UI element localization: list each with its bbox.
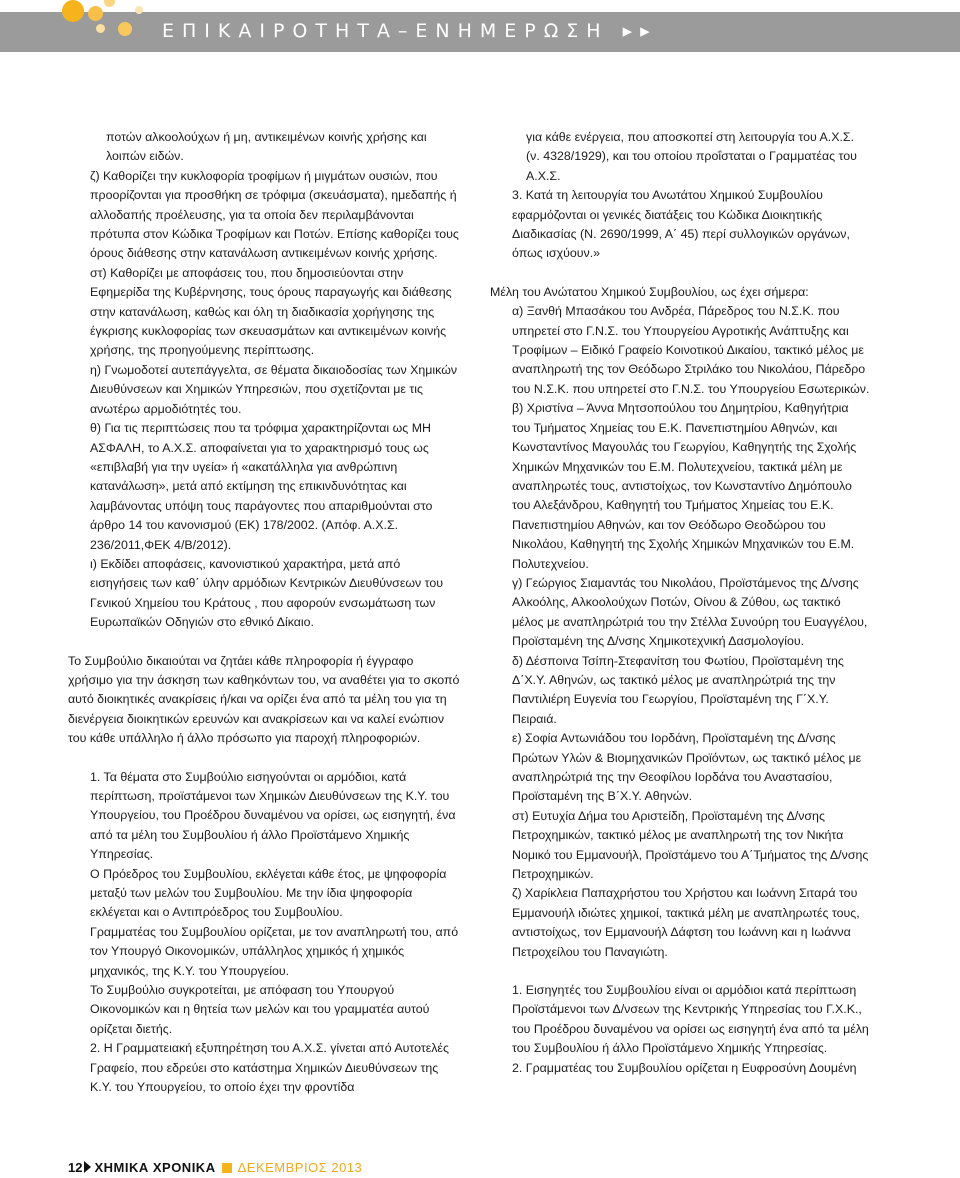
numbered-item: 2. Η Γραμματειακή εξυπηρέτηση του Α.Χ.Σ. γίνεται από Αυτοτελές Γραφείο, που εδρεύει στο κατάστημα Χημικών Διευθύνσεων της Κ.Υ. του Υπουργείου, το οποίο έχει την φροντίδα [90, 1041, 449, 1095]
member-item: γ) Γεώργιος Σιαμαντάς του Νικολάου, Προϊστάμενος της Δ/νσης Αλκοόλης, Αλκοολούχων Ποτών, Οίνου & Ζύθου, ως τακτικό μέλος με αναπληρώτριά του την Στέλλα Συνούρη του Ευαγγέλου, Προϊσταμένη της Δ/νσης Χημικοτεχνική Δασμολογίου. [512, 575, 868, 649]
member-item: ζ) Χαρίκλεια Παπαχρήστου του Χρήστου και Ιωάννη Σιταρά του Εμμανουήλ ιδιώτες χημικοί, τακτικά μέλη με αναπληρωτές τους, αντιστοίχως, τον Εμμανουήλ Δάφτση του Ιωάννη και η Ιωάννα Πετροχείλου του Παναγιώτη. [512, 886, 860, 959]
paragraph: Το Συμβούλιο δικαιούται να ζητάει κάθε πληροφορία ή έγγραφο χρήσιμο για την άσκηση των καθηκόντων του, να αναθέτει για το σκοπό αυτό διοικητικές ανακρίσεις ή/και να ορίζει ένα από τα μέλη του για τη διενέργεια διοικητικών ερευνών και ανακρίσεων και να καλεί ενώπιον του κάθε υπάλληλο ή άλλο πρόσωπο για παροχή πληροφοριών. [68, 653, 460, 746]
magazine-name: ΧΗΜΙΚΑ ΧΡΟΝΙΚΑ [94, 1160, 216, 1175]
numbered-item: 1. Εισηγητές του Συμβουλίου είναι οι αρμόδιοι κατά περίπτωση Προϊστάμενοι των Δ/νσεων της Κεντρικής Υπηρεσίας του Γ.Χ.Κ., του Προέδρου δυναμένου να ορίσει ως εισηγητή ένα από τα μέλη του Συμβουλίου ή άλλο Προϊστάμενο Χημικής Υπηρεσίας. [512, 983, 869, 1056]
member-item: α) Ξανθή Μπασάκου του Ανδρέα, Πάρεδρος του Ν.Σ.Κ. που υπηρετεί στο Γ.Ν.Σ. του Υπουργείου Αγροτικής Ανάπτυξης και Τροφίμων – Ειδικό Γραφείο Κοινοτικού Δικαίου, τακτικό μέλος με αναπληρωτή της τον Θεόδωρο Στριλάκο του Νικολάου, Πάρεδρο του Ν.Σ.Κ. που υπηρετεί στο Γ.Ν.Σ. του Υπουργείου Εσωτερικών. [512, 304, 870, 396]
issue-date: ΔΕΚΕΜΒΡΙΟΣ 2013 [237, 1160, 363, 1175]
decor-dot [118, 22, 132, 36]
paragraph: στ) Καθορίζει με αποφάσεις του, που δημοσιεύονται στην Εφημερίδα της Κυβέρνησης, τους όρους παραγωγής και διάθεσης στην κατανάλωση, καθώς και όλη τη διαδικασία χορήγησης της έγκρισης κυκλοφορίας των σκευασμάτων και αντικειμένων κοινής χρήσης, της προηγούμενης περίπτωσης. [90, 265, 452, 358]
member-item: στ) Ευτυχία Δήμα του Αριστείδη, Προϊσταμένη της Δ/νσης Πετροχημικών, τακτικό μέλος με αναπληρωτή της τον Νικήτα Νομικό του Εμμανουήλ, Προϊστάμενο του Α΄Τμήματος της Δ/νσης Πετροχημικών. [512, 808, 869, 882]
right-column [490, 128, 870, 1078]
paragraph: ποτών αλκοολούχων ή μη, αντικειμένων κοινής χρήσης και λοιπών ειδών. [106, 130, 427, 164]
paragraph: ζ) Καθορίζει την κυκλοφορία τροφίμων ή μιγμάτων ουσιών, που προορίζονται για προσθήκη σε τρόφιμα (σκευάσματα), ημεδαπής ή αλλοδαπής προέλευσης, για τα οποία δεν περιλαμβάνονται πρότυπα στον Κώδικα Τροφίμων και Ποτών. Επίσης καθορίζει τους όρους διάθεσης στην κατανάλωση αντικειμένων κοινής χρήσης. [90, 168, 459, 261]
page-number: 12 [68, 1160, 83, 1175]
numbered-item: 1. Τα θέματα στο Συμβούλιο εισηγούνται οι αρμόδιοι, κατά περίπτωση, προϊστάμενοι των Χημικών Διευθύνσεων της Κ.Υ. του Υπουργείου, του Προέδρου δυναμένου να ορίσει, ως εισηγητή, ένα από τα μέλη του Συμβουλίου ή άλλο Προϊστάμενο Χημικής Υπηρεσίας. [90, 769, 456, 862]
paragraph: Μέλη του Ανώτατου Χημικού Συμβουλίου, ως έχει σήμερα: [490, 284, 809, 299]
paragraph: Ο Πρόεδρος του Συμβουλίου, εκλέγεται κάθε έτος, με ψηφοφορία μεταξύ των μελών του Συμβουλίου. Με την ίδια ψηφοφορία εκλέγεται και ο Αντιπρόεδρος του Συμβουλίου. [90, 866, 447, 920]
left-column [68, 128, 460, 1098]
paragraph: θ) Για τις περιπτώσεις που τα τρόφιμα χαρακτηρίζονται ως ΜΗ ΑΣΦΑΛΗ, το Α.Χ.Σ. αποφαίνεται για το χαρακτηρισμό τους ως «επιβλαβή για την υγεία» ή «ακατάλληλα για ανθρώπινη κατανάλωση», μετά από εκτίμηση της επικινδυνότητας και λαμβάνοντας υπόψη τους παράγοντες που απαριθμούνται στο άρθρο 14 του κανονισμού (ΕΚ) 178/2002. (Απόφ. Α.Χ.Σ. 236/2011,ΦΕΚ 4/Β/2012). [90, 421, 433, 552]
paragraph: η) Γνωμοδοτεί αυτεπάγγελτα, σε θέματα δικαιοδοσίας των Χημικών Διευθύνσεων και Χημικών Υπηρεσιών, που σχετίζονται με τις ανωτέρω αρμοδιότητές του. [90, 362, 458, 416]
square-icon [222, 1163, 232, 1173]
numbered-item: 3. Κατά τη λειτουργία του Ανωτάτου Χημικού Συμβουλίου εφαρμόζονται οι γενικές διατάξεις του Κώδικα Διοικητικής Διαδικασίας (Ν. 2690/1999, Α΄ 45) περί συλλογικών οργάνων, όπως ισχύουν.» [512, 188, 850, 261]
paragraph: για κάθε ενέργεια, που αποσκοπεί στη λειτουργία του Α.Χ.Σ. (ν. 4328/1929), και του οποίου προΐσταται ο Γραμματέας του Α.Χ.Σ. [526, 130, 857, 183]
section-title: ΕΠΙΚΑΙΡΟΤΗΤΑ–ΕΝΗΜΕΡΩΣΗ ▸▸ [162, 20, 658, 42]
member-item: ε) Σοφία Αντωνιάδου του Ιορδάνη, Προϊσταμένη της Δ/νσης Πρώτων Υλών & Βιομηχανικών Προϊόντων, ως τακτικό μέλος με αναπληρώτριά της την Θεοφίλου Ιορδάνα του Αναστασίου, Προϊσταμένη της Β΄Χ.Υ. Αθηνών. [512, 731, 862, 804]
paragraph: Το Συμβούλιο συγκροτείται, με απόφαση του Υπουργού Οικονομικών και η θητεία των μελών και του γραμματέα αυτού ορίζεται διετής. [90, 983, 430, 1036]
decor-dot [135, 6, 143, 14]
decor-dot [88, 6, 103, 21]
arrow-right-icon [84, 1161, 91, 1173]
numbered-item: 2. Γραμματέας του Συμβουλίου ορίζεται η Ευφροσύνη Δουμένη [512, 1060, 857, 1075]
member-item: β) Χριστίνα – Άννα Μητσοπούλου του Δημητρίου, Καθηγήτρια του Τμήματος Χημείας του Ε.Κ. Πανεπιστημίου Αθηνών, και Κωνσταντίνος Μαγουλάς του Γεωργίου, Καθηγητής της Σχολής Χημικών Μηχανικών του Ε.Μ. Πολυτεχνείου, τακτικά μέλη με αναπληρωτές τους, αντιστοίχως, τον Κωνσταντίνο Δημόπουλο του Αλεξάνδρου, Καθηγητή του Τμήματος Χημείας του Ε.Κ. Πανεπιστημίου Αθηνών, και τον Θεόδωρο Θεοδώρου του Νικολάου, Καθηγητή της Σχολής Χημικών Μηχανικών του Ε.Μ. Πολυτεχνείου. [512, 401, 857, 571]
paragraph: Γραμματέας του Συμβουλίου ορίζεται, με τον αναπληρωτή του, από τον Υπουργό Οικονομικών, υπάλληλος χημικός ή χημικός μηχανικός, της Κ.Υ. του Υπουργείου. [90, 924, 459, 978]
decor-dot [104, 0, 115, 7]
member-item: δ) Δέσποινα Τσίπη-Στεφανίτση του Φωτίου, Προϊσταμένη της Δ΄Χ.Υ. Αθηνών, ως τακτικό μέλος με αναπληρώτριά της την Παντιλιέρη Ευγενία του Γεωργίου, Προϊσταμένη της Γ΄Χ.Υ. Πειραιά. [512, 653, 844, 726]
paragraph: ι) Εκδίδει αποφάσεις, κανονιστικού χαρακτήρα, μετά από εισηγήσεις των καθ΄ ύλην αρμόδιων Κεντρικών Διευθύνσεων του Γενικού Χημείου του Κράτους , που αφορούν ενσωμάτωση των Ευρωπαϊκών Οδηγιών στο εθνικό Δίκαιο. [90, 556, 444, 630]
decor-dot [62, 0, 84, 22]
decor-dot [96, 24, 105, 33]
page-header [0, 0, 960, 62]
page-footer [68, 1158, 362, 1178]
